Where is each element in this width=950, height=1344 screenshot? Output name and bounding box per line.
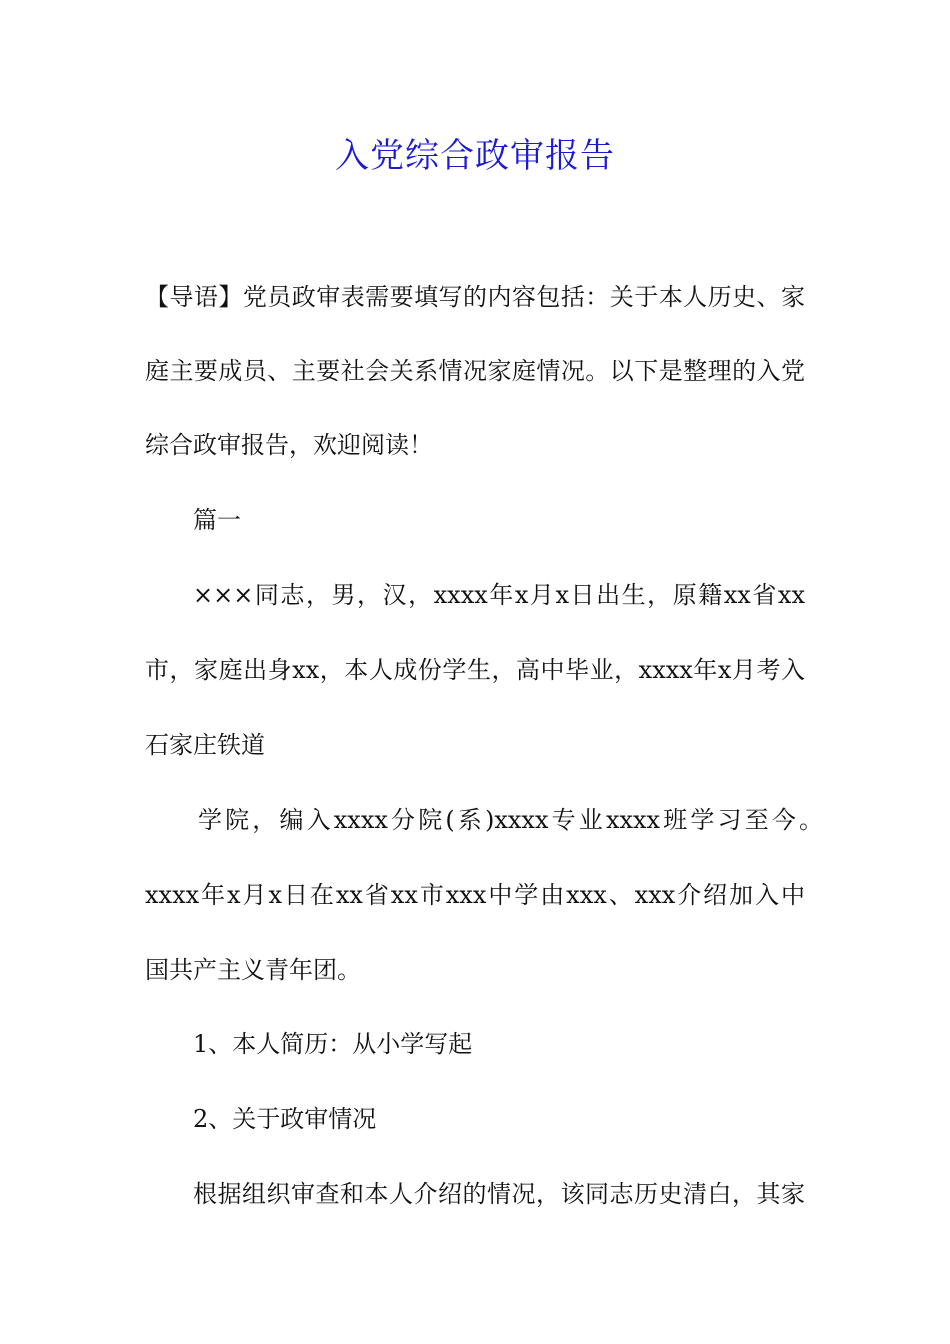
paragraph-line: 庭主要成员、主要社会关系情况家庭情况。以下是整理的入党	[145, 357, 805, 385]
paragraph-line: 根据组织审查和本人介绍的情况，该同志历史清白，其家	[193, 1180, 805, 1208]
paragraph-line: 国共产主义青年团。	[145, 956, 361, 984]
paragraph-line: 石家庄铁道	[145, 731, 265, 759]
document-title: 入党综合政审报告	[335, 136, 615, 176]
paragraph-line: 【导语】党员政审表需要填写的内容包括：关于本人历史、家	[145, 283, 805, 311]
list-item: 2、关于政审情况	[193, 1105, 377, 1133]
paragraph-line: 综合政审报告，欢迎阅读！	[145, 431, 433, 459]
paragraph-line: 学院，编入xxxx分院(系)xxxx专业xxxx班学习至今。	[198, 806, 823, 834]
paragraph-line: xxxx年x月x日在xx省xx市xxx中学由xxx、xxx介绍加入中	[145, 881, 805, 909]
paragraph-line: ×××同志，男，汉，xxxx年x月x日出生，原籍xx省xx	[193, 581, 805, 609]
list-item: 1、本人简历：从小学写起	[193, 1030, 473, 1058]
section-heading: 篇一	[193, 506, 241, 534]
paragraph-line: 市，家庭出身xx，本人成份学生，高中毕业，xxxx年x月考入	[145, 656, 805, 684]
